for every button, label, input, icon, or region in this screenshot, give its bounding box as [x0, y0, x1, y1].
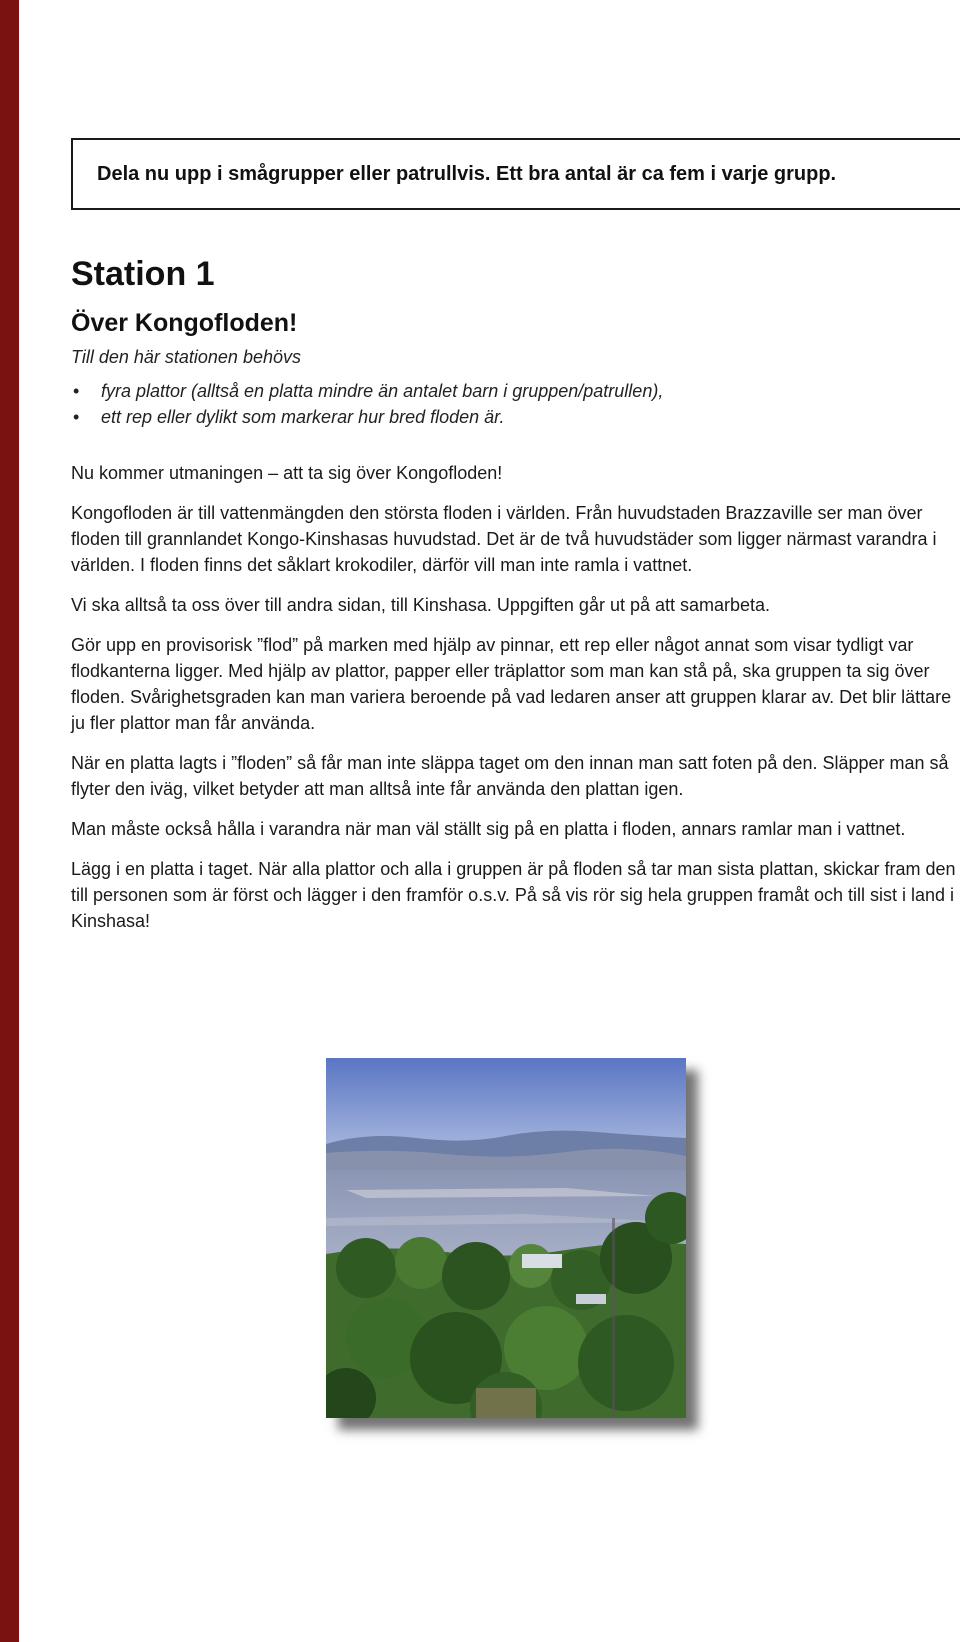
body-paragraph: Man måste också hålla i varandra när man väl ställt sig på en platta i floden, annars ramlar man i vattnet. [71, 819, 906, 839]
body-paragraph: När en platta lagts i ”floden” så får man inte släppa taget om den innan man satt foten på den. Släpper man så flyter den iväg, vilket betyder att man alltså inte får använda den plattan igen. [71, 753, 949, 799]
body-paragraph: Kongofloden är till vattenmängden den största floden i världen. Från huvudstaden Brazzaville ser man över floden till grannlandet Kongo-Kinshasas huvudstad. Det är de två huvudstäder som ligger närmast varandra i världen. I floden finns det såklart krokodiler, därför vill man inte ramla i vattnet. [71, 503, 937, 575]
congo-river-photo [326, 1058, 686, 1418]
station-section [71, 252, 956, 934]
requirement-item: • ett rep eller dylikt som markerar hur bred floden är. [71, 404, 956, 430]
body-paragraph: Gör upp en provisorisk ”flod” på marken med hjälp av pinnar, ett rep eller något annat som visar tydligt var flodkanterna ligger. Med hjälp av plattor, papper eller träplattor som man kan stå på, ska gruppen ta sig över floden. Svårighetsgraden kan man variera beroende på vad ledaren anser att gruppen klarar av. Det blir lättare ju fler plattor man får använda. [71, 635, 952, 733]
requirements-list [71, 378, 956, 430]
requirement-item: • fyra plattor (alltså en platta mindre än antalet barn i gruppen/patrullen), [71, 378, 956, 404]
instruction-box [71, 138, 960, 210]
river-landscape-image [326, 1058, 686, 1418]
station-heading: Station 1 [71, 255, 215, 293]
page-margin-bar [0, 0, 19, 1642]
instruction-text: Dela nu upp i smågrupper eller patrullvis. Ett bra antal är ca fem i varje grupp. [97, 162, 837, 185]
challenge-text: Nu kommer utmaningen – att ta sig över Kongofloden! [71, 463, 503, 483]
body-paragraph: Lägg i en platta i taget. När alla plattor och alla i gruppen är på floden så tar man sista plattan, skickar fram den till personen som är först och lägger i den framför o.s.v. På så vis rör sig hela gruppen framåt och till sist i land i Kinshasa! [71, 859, 956, 931]
requirements-lead: Till den här stationen behövs [71, 347, 301, 367]
body-paragraph: Vi ska alltså ta oss över till andra sidan, till Kinshasa. Uppgiften går ut på att samarbeta. [71, 595, 771, 615]
station-title: Över Kongofloden! [71, 309, 298, 337]
